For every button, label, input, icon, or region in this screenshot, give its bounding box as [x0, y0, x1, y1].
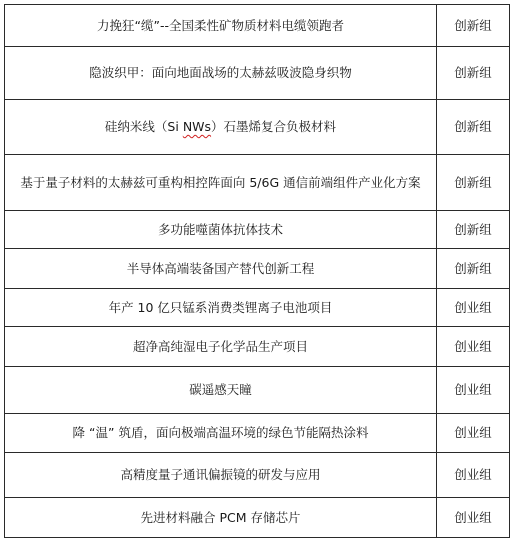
project-name: 基于量子材料的太赫兹可重构相控阵面向 5/6G 通信前端组件产业化方案: [5, 155, 437, 211]
table-row: [5, 47, 510, 100]
project-group: 创业组: [437, 453, 510, 498]
table-row: [5, 414, 510, 453]
project-name: 先进材料融合 PCM 存储芯片: [5, 498, 437, 538]
project-name: 高精度量子通讯偏振镜的研发与应用: [5, 453, 437, 498]
project-group: 创业组: [437, 414, 510, 453]
project-name: 多功能噬菌体抗体技术: [5, 211, 437, 249]
project-name: 力挽狂“缆”--全国柔性矿物质材料电缆领跑者: [5, 5, 437, 47]
project-name: 年产 10 亿只锰系消费类锂离子电池项目: [5, 289, 437, 327]
table-row: [5, 5, 510, 47]
project-group: 创业组: [437, 498, 510, 538]
table-row: [5, 249, 510, 289]
table-row: [5, 155, 510, 211]
project-name: 超净高纯湿电子化学品生产项目: [5, 327, 437, 367]
spellcheck-marked-word: NWs: [182, 119, 212, 134]
project-group: 创新组: [437, 211, 510, 249]
project-name: 隐波织甲：面向地面战场的太赫兹吸波隐身织物: [5, 47, 437, 100]
project-group: 创新组: [437, 5, 510, 47]
project-name: [5, 100, 437, 155]
project-name: 降 “温” 筑盾，面向极端高温环境的绿色节能隔热涂料: [5, 414, 437, 453]
project-group: 创新组: [437, 47, 510, 100]
project-group: 创新组: [437, 249, 510, 289]
table-row: [5, 211, 510, 249]
table-row: [5, 100, 510, 155]
project-name: 碳遥感天瞳: [5, 367, 437, 414]
project-name-prefix: 硅纳米线（Si: [104, 119, 183, 134]
table-row: [5, 327, 510, 367]
project-group: 创新组: [437, 100, 510, 155]
table-row: [5, 367, 510, 414]
project-group: 创业组: [437, 289, 510, 327]
table-row: [5, 289, 510, 327]
project-group: 创业组: [437, 367, 510, 414]
table-row: [5, 453, 510, 498]
project-group: 创新组: [437, 155, 510, 211]
table-row: [5, 498, 510, 538]
project-group: 创业组: [437, 327, 510, 367]
project-table: [4, 4, 510, 538]
project-name: 半导体高端装备国产替代创新工程: [5, 249, 437, 289]
project-name-suffix: ）石墨烯复合负极材料: [211, 119, 337, 134]
